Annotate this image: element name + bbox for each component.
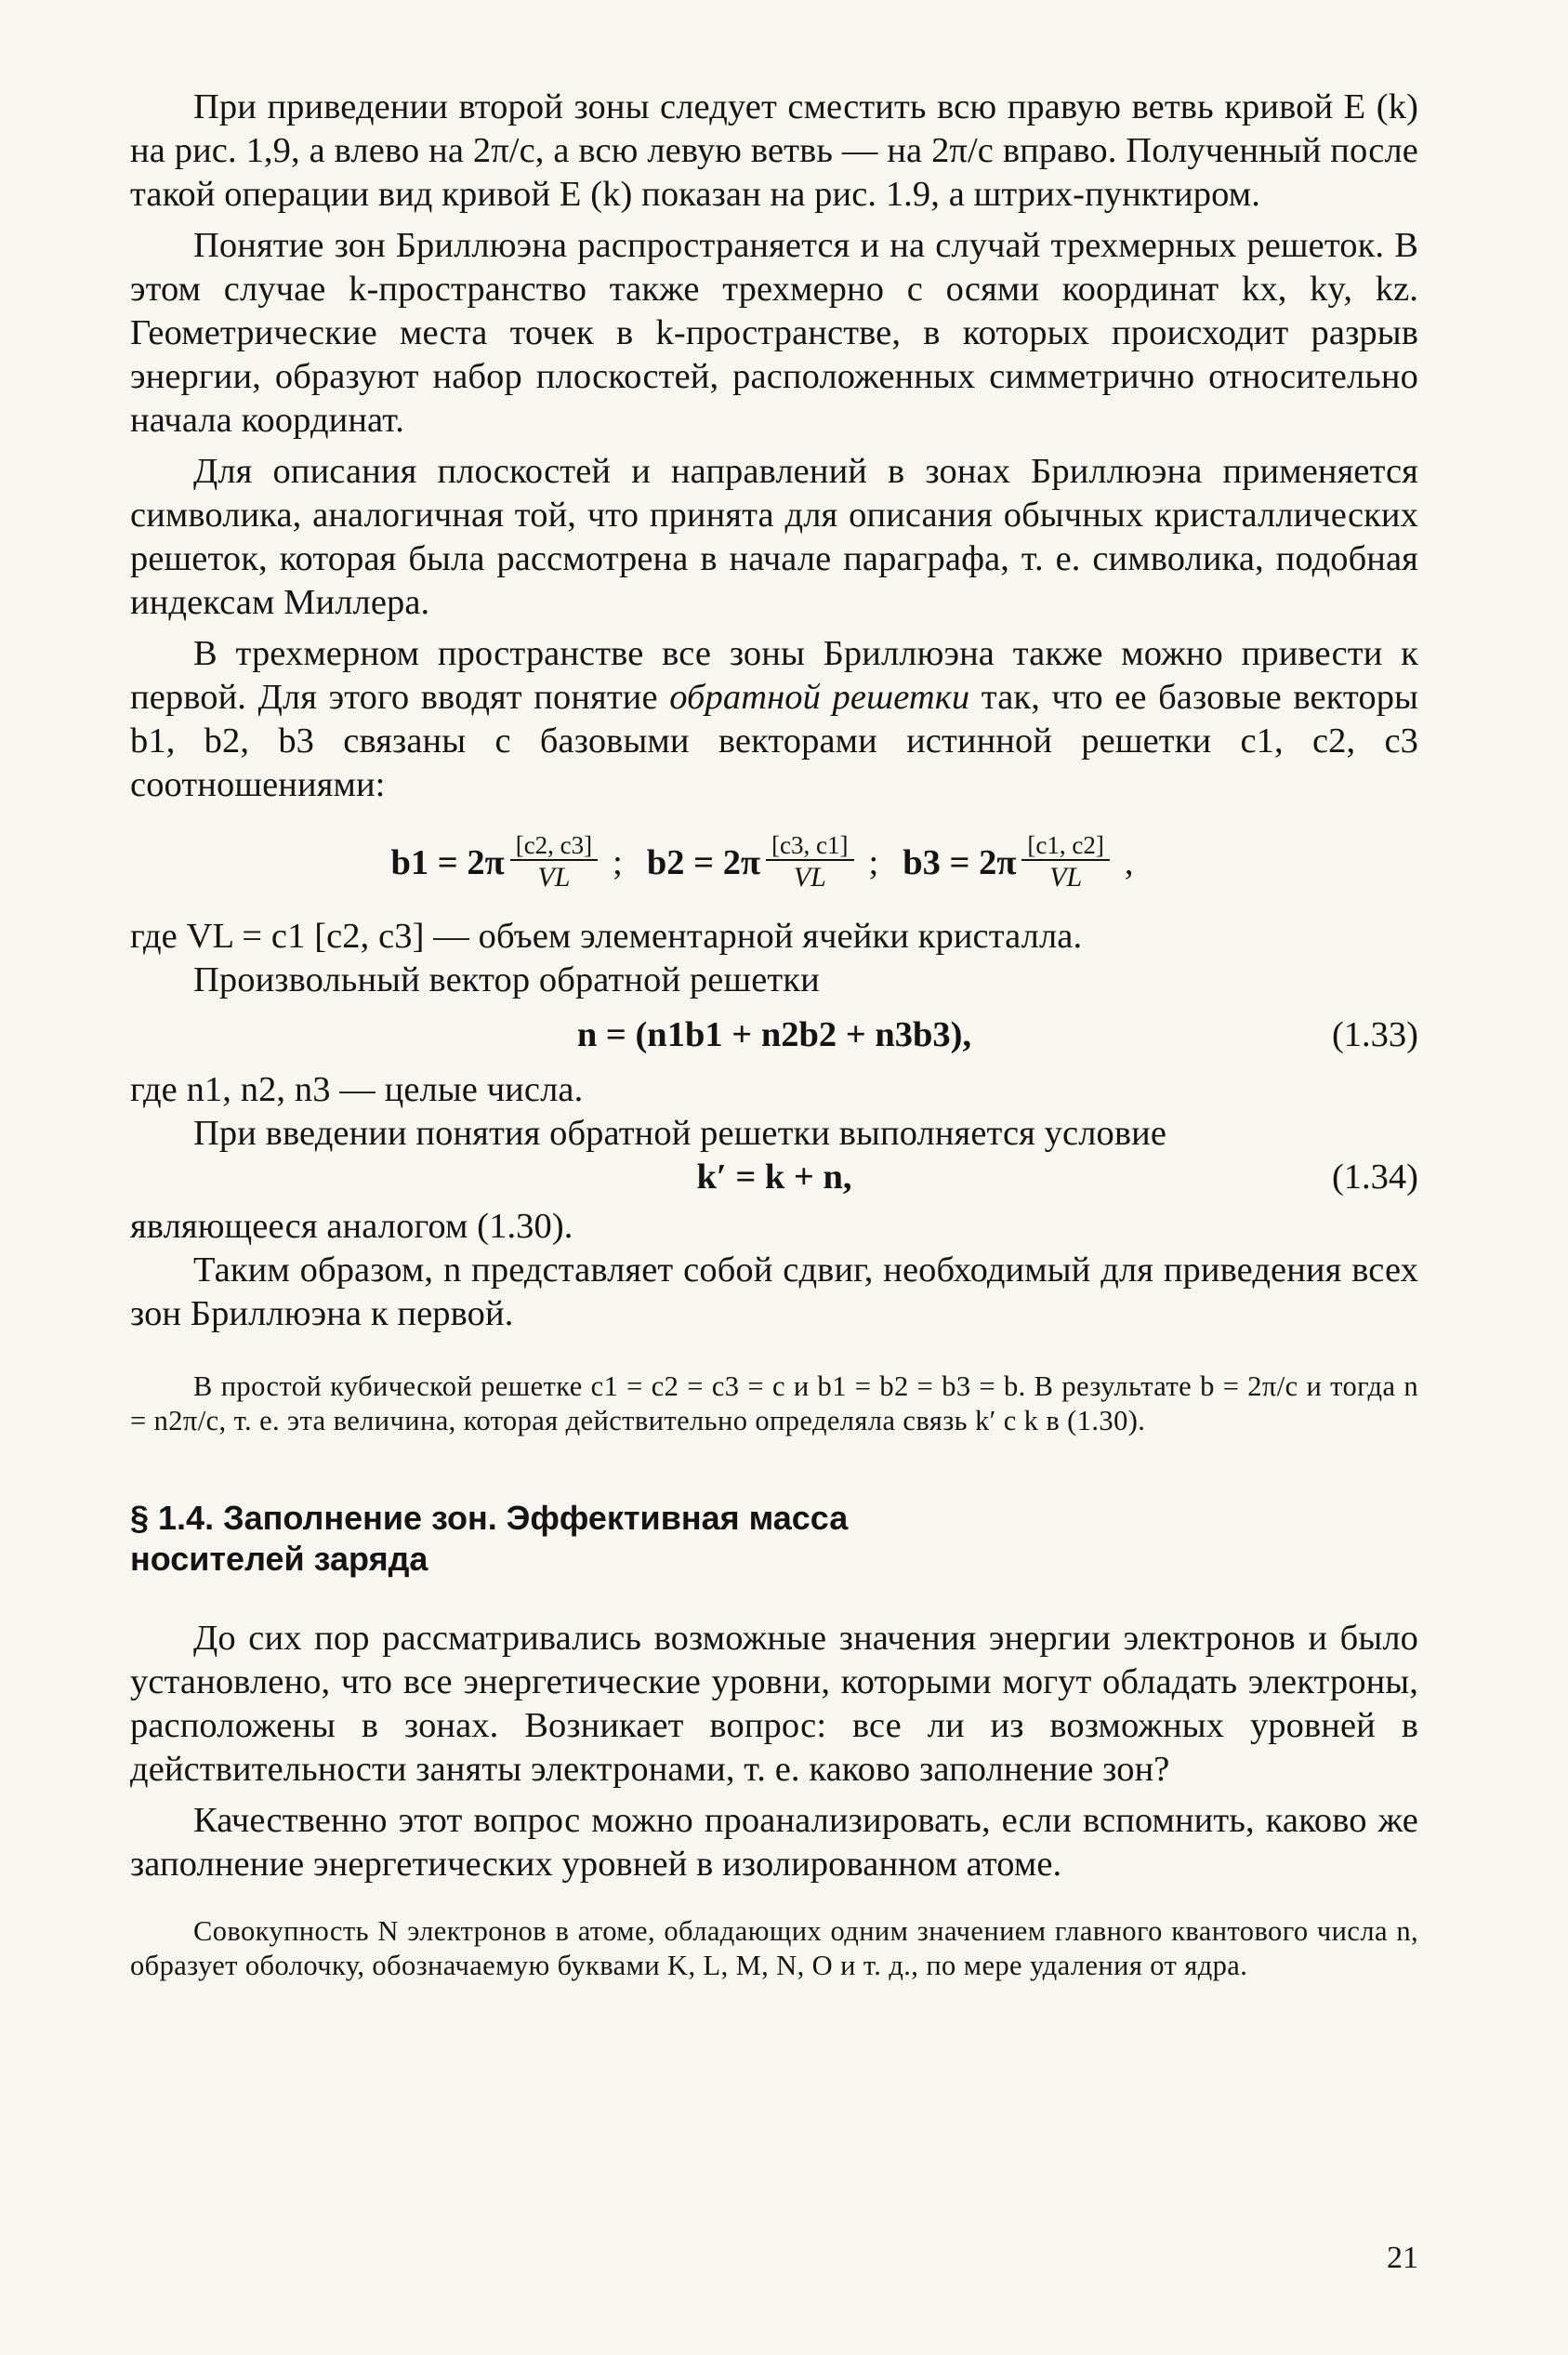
eq-b2-denominator: VL xyxy=(793,862,826,893)
eq-b2-lhs: b2 = 2π xyxy=(646,843,761,882)
line-where-n: где n1, n2, n3 — целые числа. xyxy=(130,1070,584,1109)
reciprocal-term: обратной решетки xyxy=(669,678,970,717)
reciprocal-text-a: В трехмерном пространстве все зоны Бриллюэна также можно привести к первой. Для этого вводят понятие xyxy=(130,634,1418,717)
line-analog: являющееся аналогом (1.30). xyxy=(130,1207,573,1246)
paragraph-miller-symbolics: Для описания плоскостей и направлений в зонах Бриллюэна применяется символика, аналогичная той, что принята для описания обычных кристаллических решеток, которая была рассмотрена в начале параграфа, т. е. символика, подобная индексам Миллера. xyxy=(130,452,1418,622)
paragraph-zone-filling: До сих пор рассматривались возможные значения энергии электронов и было установлено, что все энергетические уровни, которыми могут обладать электроны, расположены в зонах. Возникает вопрос: все ли из возможных уровней в действительности заняты электронами, т. е. каково заполнение зон? xyxy=(130,1619,1418,1789)
text-column xyxy=(130,86,1418,1983)
note-simple-cubic: В простой кубической решетке c1 = c2 = c3 = c и b1 = b2 = b3 = b. В результате b = 2π/c и тогда n = n2π/c, т. е. эта величина, которая действительно определяла связь k′ с k в (1.30). xyxy=(130,1370,1418,1436)
separator: , xyxy=(1124,843,1134,882)
eq-b3-fraction xyxy=(1021,831,1109,894)
line-where-vl: где VL = c1 [c2, c3] — объем элементарной ячейки кристалла. xyxy=(130,917,1083,956)
equation-1-33 xyxy=(130,1013,1418,1057)
eq-b2-numerator: [c3, c1] xyxy=(766,831,853,861)
eq-b1-denominator: VL xyxy=(537,862,571,893)
separator: ; xyxy=(868,843,879,882)
page-number: 21 xyxy=(1387,2241,1418,2275)
equation-1-34 xyxy=(130,1156,1418,1199)
line-condition-intro: При введении понятия обратной решетки выполняется условие xyxy=(193,1114,1167,1153)
equation-1-33-body: n = (n1b1 + n2b2 + n3b3), xyxy=(576,1015,972,1054)
equation-1-34-number: (1.34) xyxy=(1331,1158,1418,1197)
reciprocal-text-b: так, что ее базовые векторы b1, b2, b3 связаны с базовыми векторами истинной решетки c1, c2, c3 соотношениями: xyxy=(130,678,1419,804)
equation-1-33-number: (1.33) xyxy=(1331,1015,1418,1054)
paragraph-isolated-atom: Качественно этот вопрос можно проанализировать, если вспомнить, каково же заполнение энергетических уровней в изолированном атоме. xyxy=(130,1801,1418,1884)
eq-b3-denominator: VL xyxy=(1049,862,1083,893)
section-heading-line1: § 1.4. Заполнение зон. Эффективная масса xyxy=(130,1499,849,1537)
section-heading xyxy=(130,1498,1418,1580)
paragraph-shift: Таким образом, n представляет собой сдвиг, необходимый для приведения всех зон Бриллюэна к первой. xyxy=(130,1250,1418,1333)
eq-b2-fraction xyxy=(766,831,853,894)
equation-1-34-body: k′ = k + n, xyxy=(696,1158,852,1197)
paragraph-reciprocal-lattice xyxy=(130,632,1418,807)
note-electron-shell: Совокупность N электронов в атоме, обладающих одним значением главного квантового числа n, образует оболочку, обозначаемую буквами K, L, M, N, O и т. д., по мере удаления от ядра. xyxy=(130,1915,1418,1981)
eq-b1-lhs: b1 = 2π xyxy=(390,843,505,882)
section-heading-line2: носителей заряда xyxy=(130,1540,428,1578)
paragraph-brillouin-3d: Понятие зон Бриллюэна распространяется и на случай трехмерных решеток. В этом случае k-пространство также трехмерно с осями координат kx, ky, kz. Геометрические места точек в k-пространстве, в которых происходит разрыв энергии, образуют набор плоскостей, расположенных симметрично относительно начала координат. xyxy=(130,226,1418,440)
eq-b3-numerator: [c1, c2] xyxy=(1021,831,1109,861)
line-arbitrary-vector: Произвольный вектор обратной решетки xyxy=(193,960,820,999)
eq-b3-lhs: b3 = 2π xyxy=(903,843,1017,882)
eq-b1-fraction xyxy=(510,831,598,894)
separator: ; xyxy=(613,843,623,882)
basis-vector-equations xyxy=(130,831,1418,894)
eq-b1-numerator: [c2, c3] xyxy=(510,831,598,861)
paragraph-zone-reduction: При приведении второй зоны следует сместить всю правую ветвь кривой E (k) на рис. 1,9, а влево на 2π/c, а всю левую ветвь — на 2π/c вправо. Полученный после такой операции вид кривой E (k) показан на рис. 1.9, а штрих-пунктиром. xyxy=(130,87,1418,214)
